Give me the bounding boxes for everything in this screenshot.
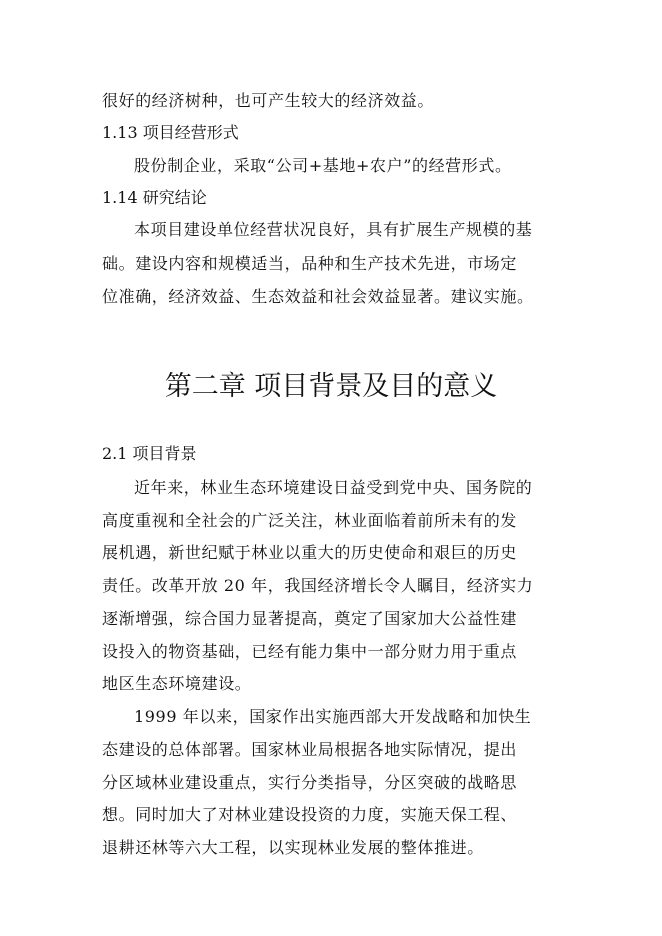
intro-line: 很好的经济树种，也可产生较大的经济效益。 xyxy=(102,91,435,110)
paragraph-line: 近年来，林业生态环境建设日益受到党中央、国务院的 xyxy=(134,478,533,497)
paragraph-line: 展机遇，新世纪赋于林业以重大的历史使命和艰巨的历史 xyxy=(102,543,518,562)
paragraph-line: 逐渐增强，综合国力显著提高，奠定了国家加大公益性建 xyxy=(102,609,518,628)
paragraph-line: 设投入的物资基础，已经有能力集中一部分财力用于重点 xyxy=(102,642,518,661)
paragraph-line: 退耕还林等六大工程，以实现林业发展的整体推进。 xyxy=(102,838,484,857)
paragraph-line: 想。同时加大了对林业建设投资的力度，实施天保工程、 xyxy=(102,805,518,824)
section-1-14-line: 础。建设内容和规模适当，品种和生产技术先进，市场定 xyxy=(102,254,518,273)
paragraph-line: 1999 年以来，国家作出实施西部大开发战略和加快生 xyxy=(134,707,532,726)
section-1-13-heading: 1.13 项目经营形式 xyxy=(102,123,239,142)
section-1-14-line: 本项目建设单位经营状况良好，具有扩展生产规模的基 xyxy=(134,220,533,239)
paragraph-line: 责任。改革开放 20 年，我国经济增长令人瞩目，经济实力 xyxy=(102,576,534,595)
paragraph-line: 分区域林业建设重点，实行分类指导，分区突破的战略思 xyxy=(102,773,518,792)
section-1-14-line: 位准确，经济效益、生态效益和社会效益显著。建议实施。 xyxy=(102,287,534,306)
section-1-14-heading: 1.14 研究结论 xyxy=(102,188,207,207)
section-1-13-line: 股份制企业，采取“公司+基地+农户”的经营形式。 xyxy=(134,156,512,175)
paragraph-line: 高度重视和全社会的广泛关注，林业面临着前所未有的发 xyxy=(102,511,518,530)
chapter-title: 第二章 项目背景及目的意义 xyxy=(164,371,498,402)
paragraph-line: 地区生态环境建设。 xyxy=(102,674,252,693)
section-2-1-heading: 2.1 项目背景 xyxy=(102,444,197,463)
paragraph-line: 态建设的总体部署。国家林业局根据各地实际情况，提出 xyxy=(102,740,518,759)
